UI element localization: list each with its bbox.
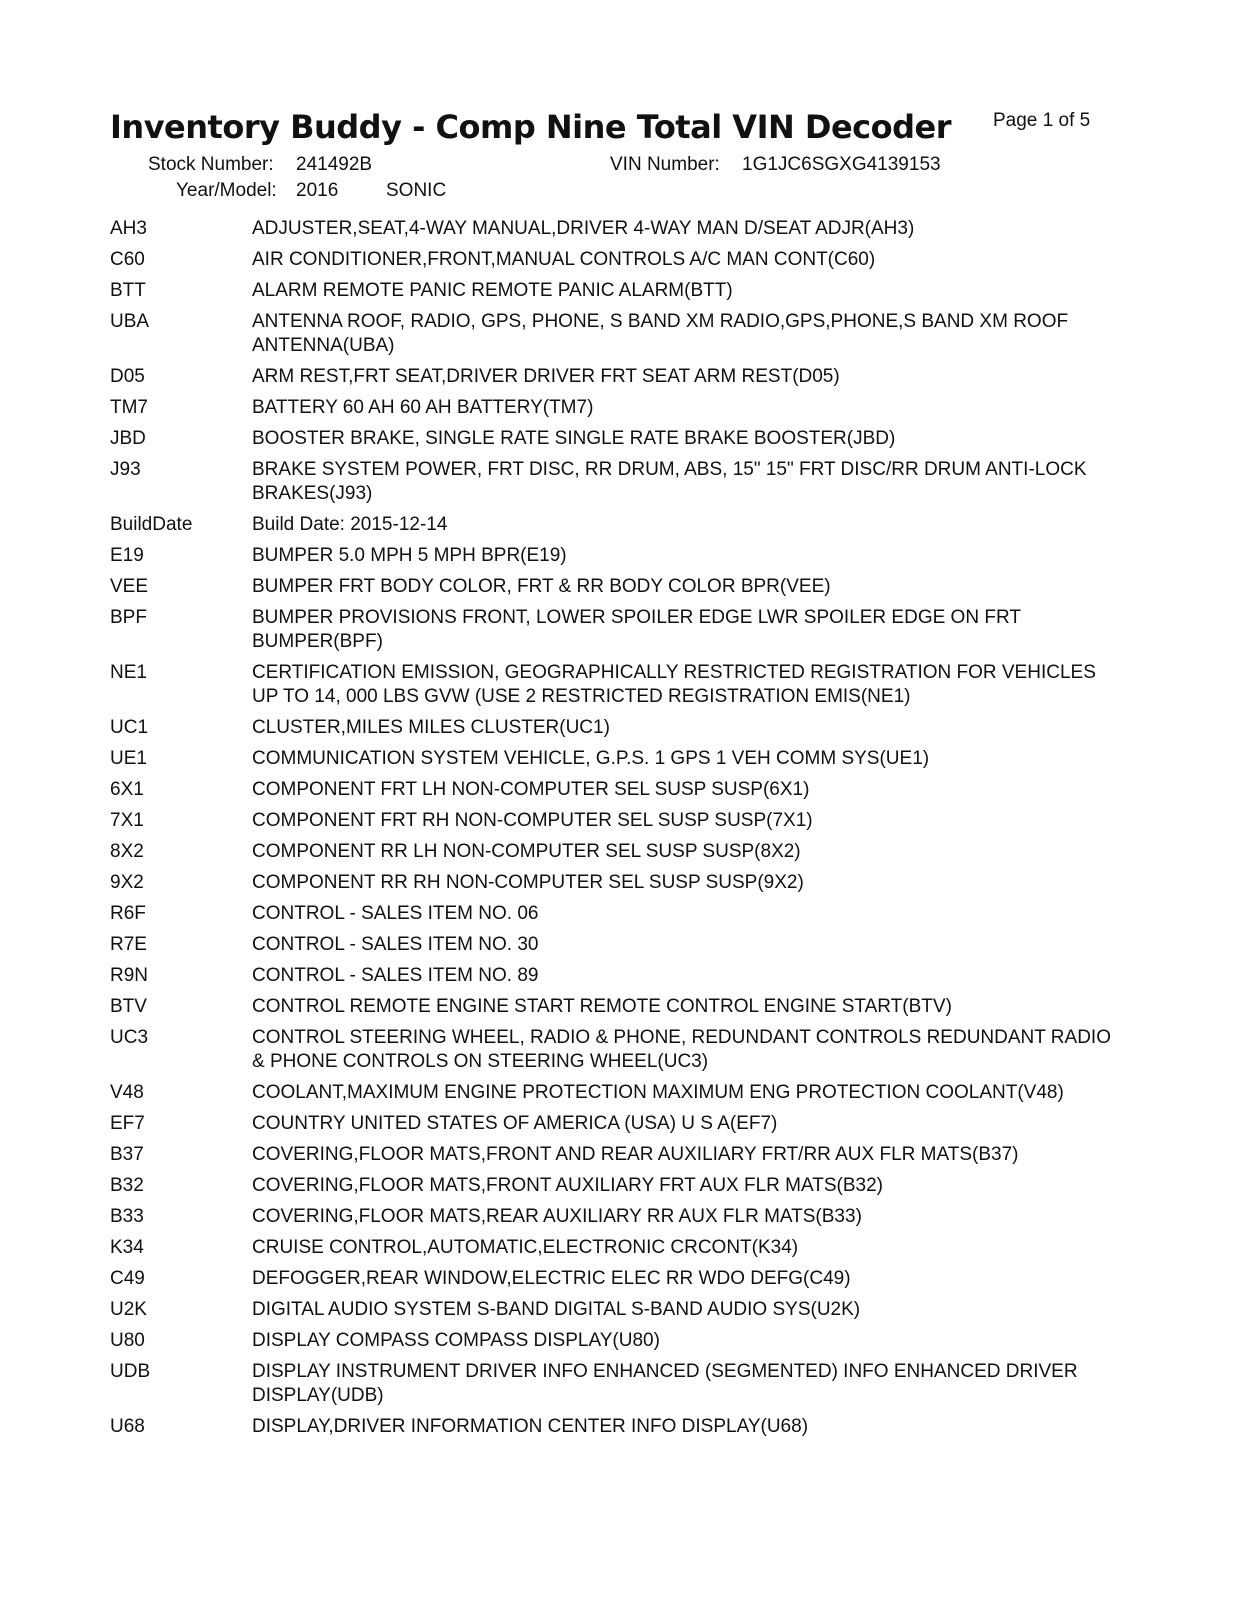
option-description: CLUSTER,MILES MILES CLUSTER(UC1) xyxy=(252,717,610,738)
option-code: EF7 xyxy=(110,1113,145,1134)
option-code: B37 xyxy=(110,1144,144,1165)
option-code: B33 xyxy=(110,1206,144,1227)
option-description: DISPLAY,DRIVER INFORMATION CENTER INFO DISPLAY(U68) xyxy=(252,1416,809,1437)
option-description: CRUISE CONTROL,AUTOMATIC,ELECTRONIC CRCONT(K34) xyxy=(252,1237,799,1258)
option-code: UDB xyxy=(110,1361,151,1382)
option-code: BTT xyxy=(110,280,146,301)
year-model-label: Year/Model: xyxy=(176,180,277,201)
option-description: DISPLAY COMPASS COMPASS DISPLAY(U80) xyxy=(252,1330,660,1351)
option-description: COMMUNICATION SYSTEM VEHICLE, G.P.S. 1 GPS 1 VEH COMM SYS(UE1) xyxy=(252,748,930,769)
list-item xyxy=(110,365,1120,389)
list-item xyxy=(110,279,1120,303)
option-code: UBA xyxy=(110,311,150,332)
option-code: VEE xyxy=(110,576,149,597)
option-description: CONTROL REMOTE ENGINE START REMOTE CONTROL ENGINE START(BTV) xyxy=(252,996,952,1017)
option-description: BUMPER 5.0 MPH 5 MPH BPR(E19) xyxy=(252,545,567,566)
option-description: ADJUSTER,SEAT,4-WAY MANUAL,DRIVER 4-WAY MAN D/SEAT ADJR(AH3) xyxy=(252,218,915,239)
option-description: AIR CONDITIONER,FRONT,MANUAL CONTROLS A/C MAN CONT(C60) xyxy=(252,249,876,270)
list-item xyxy=(110,902,1120,926)
option-description: DIGITAL AUDIO SYSTEM S-BAND DIGITAL S-BAND AUDIO SYS(U2K) xyxy=(252,1299,861,1320)
option-description: CERTIFICATION EMISSION, GEOGRAPHICALLY RESTRICTED REGISTRATION FOR VEHICLES UP TO 14, 000 LBS GVW (USE 2 RESTRICTED REGISTRATION EMIS(NE1) xyxy=(252,662,1096,707)
option-description: BRAKE SYSTEM POWER, FRT DISC, RR DRUM, ABS, 15" 15" FRT DISC/RR DRUM ANTI-LOCK BRAKES(J93) xyxy=(252,459,1087,504)
option-description: BOOSTER BRAKE, SINGLE RATE SINGLE RATE BRAKE BOOSTER(JBD) xyxy=(252,428,896,449)
option-description: COMPONENT FRT LH NON-COMPUTER SEL SUSP SUSP(6X1) xyxy=(252,779,810,800)
list-item xyxy=(110,716,1120,740)
page-number: Page 1 of 5 xyxy=(993,110,1091,131)
vin-number-value: 1G1JC6SGXG4139153 xyxy=(742,154,941,175)
option-code: BuildDate xyxy=(110,514,193,535)
option-code: 6X1 xyxy=(110,779,144,800)
option-code: 9X2 xyxy=(110,872,144,893)
option-code: UC1 xyxy=(110,717,149,738)
option-code: UC3 xyxy=(110,1027,149,1048)
option-code: AH3 xyxy=(110,218,147,239)
option-code: J93 xyxy=(110,459,141,480)
list-item xyxy=(110,964,1120,988)
option-description: BUMPER PROVISIONS FRONT, LOWER SPOILER EDGE LWR SPOILER EDGE ON FRT BUMPER(BPF) xyxy=(252,607,1021,652)
option-code: NE1 xyxy=(110,662,147,683)
option-code: B32 xyxy=(110,1175,144,1196)
list-item xyxy=(110,747,1120,771)
option-description: DISPLAY INSTRUMENT DRIVER INFO ENHANCED (SEGMENTED) INFO ENHANCED DRIVER DISPLAY(UDB) xyxy=(252,1361,1078,1406)
option-code: K34 xyxy=(110,1237,144,1258)
list-item xyxy=(110,513,1120,537)
list-item xyxy=(110,661,1120,709)
option-code: C49 xyxy=(110,1268,145,1289)
list-item xyxy=(110,1298,1120,1322)
option-description: CONTROL - SALES ITEM NO. 89 xyxy=(252,965,539,986)
option-description: Build Date: 2015-12-14 xyxy=(252,514,448,535)
option-description: ANTENNA ROOF, RADIO, GPS, PHONE, S BAND XM RADIO,GPS,PHONE,S BAND XM ROOF ANTENNA(UBA) xyxy=(252,311,1069,356)
option-description: COVERING,FLOOR MATS,REAR AUXILIARY RR AUX FLR MATS(B33) xyxy=(252,1206,862,1227)
list-item xyxy=(110,840,1120,864)
list-item xyxy=(110,458,1120,506)
list-item xyxy=(110,1415,1120,1439)
list-item xyxy=(110,871,1120,895)
list-item xyxy=(110,1026,1120,1074)
list-item xyxy=(110,544,1120,568)
option-code: BTV xyxy=(110,996,147,1017)
option-code: 7X1 xyxy=(110,810,144,831)
list-item xyxy=(110,1112,1120,1136)
option-code: D05 xyxy=(110,366,145,387)
list-item xyxy=(110,310,1120,358)
option-code: U80 xyxy=(110,1330,145,1351)
list-item xyxy=(110,606,1120,654)
option-code-list xyxy=(110,217,1120,1446)
option-code: JBD xyxy=(110,428,146,449)
list-item xyxy=(110,1205,1120,1229)
option-description: CONTROL - SALES ITEM NO. 30 xyxy=(252,934,539,955)
list-item xyxy=(110,1236,1120,1260)
option-code: UE1 xyxy=(110,748,147,769)
option-code: TM7 xyxy=(110,397,148,418)
list-item xyxy=(110,1143,1120,1167)
list-item xyxy=(110,575,1120,599)
stock-number-value: 241492B xyxy=(296,154,373,175)
option-description: COOLANT,MAXIMUM ENGINE PROTECTION MAXIMUM ENG PROTECTION COOLANT(V48) xyxy=(252,1082,1064,1103)
list-item xyxy=(110,1174,1120,1198)
option-code: 8X2 xyxy=(110,841,144,862)
option-description: CONTROL STEERING WHEEL, RADIO & PHONE, REDUNDANT CONTROLS REDUNDANT RADIO & PHONE CONTROLS ON STEERING WHEEL(UC3) xyxy=(252,1027,1111,1072)
option-description: BUMPER FRT BODY COLOR, FRT & RR BODY COLOR BPR(VEE) xyxy=(252,576,831,597)
option-code: R9N xyxy=(110,965,149,986)
vin-number-label: VIN Number: xyxy=(610,154,720,175)
list-item xyxy=(110,933,1120,957)
list-item xyxy=(110,217,1120,241)
option-description: COMPONENT FRT RH NON-COMPUTER SEL SUSP SUSP(7X1) xyxy=(252,810,813,831)
list-item xyxy=(110,248,1120,272)
option-code: R6F xyxy=(110,903,146,924)
list-item xyxy=(110,1329,1120,1353)
model-value: SONIC xyxy=(386,180,447,201)
option-code: BPF xyxy=(110,607,147,628)
list-item xyxy=(110,995,1120,1019)
list-item xyxy=(110,427,1120,451)
option-description: BATTERY 60 AH 60 AH BATTERY(TM7) xyxy=(252,397,594,418)
option-description: DEFOGGER,REAR WINDOW,ELECTRIC ELEC RR WDO DEFG(C49) xyxy=(252,1268,851,1289)
list-item xyxy=(110,778,1120,802)
list-item xyxy=(110,1081,1120,1105)
page-title: Inventory Buddy - Comp Nine Total VIN Decoder xyxy=(110,108,951,146)
option-code: R7E xyxy=(110,934,147,955)
option-code: V48 xyxy=(110,1082,144,1103)
list-item xyxy=(110,396,1120,420)
list-item xyxy=(110,1360,1120,1408)
list-item xyxy=(110,809,1120,833)
list-item xyxy=(110,1267,1120,1291)
option-code: U2K xyxy=(110,1299,147,1320)
option-description: CONTROL - SALES ITEM NO. 06 xyxy=(252,903,539,924)
option-code: E19 xyxy=(110,545,144,566)
option-description: COVERING,FLOOR MATS,FRONT AUXILIARY FRT AUX FLR MATS(B32) xyxy=(252,1175,883,1196)
option-description: COMPONENT RR RH NON-COMPUTER SEL SUSP SUSP(9X2) xyxy=(252,872,804,893)
year-value: 2016 xyxy=(296,180,339,201)
option-code: U68 xyxy=(110,1416,145,1437)
option-description: ALARM REMOTE PANIC REMOTE PANIC ALARM(BTT) xyxy=(252,280,733,301)
option-description: ARM REST,FRT SEAT,DRIVER DRIVER FRT SEAT ARM REST(D05) xyxy=(252,366,840,387)
option-description: COUNTRY UNITED STATES OF AMERICA (USA) U S A(EF7) xyxy=(252,1113,778,1134)
option-description: COMPONENT RR LH NON-COMPUTER SEL SUSP SUSP(8X2) xyxy=(252,841,801,862)
option-description: COVERING,FLOOR MATS,FRONT AND REAR AUXILIARY FRT/RR AUX FLR MATS(B37) xyxy=(252,1144,1019,1165)
stock-number-label: Stock Number: xyxy=(148,154,274,175)
option-code: C60 xyxy=(110,249,145,270)
